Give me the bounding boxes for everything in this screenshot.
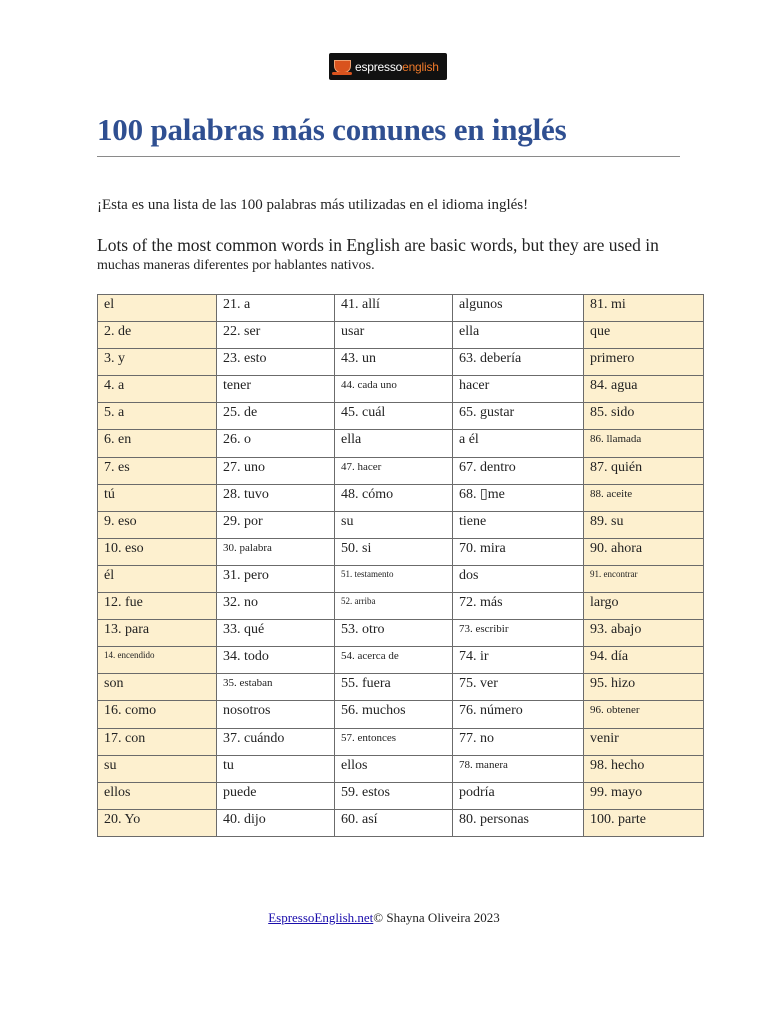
word-cell: 40. dijo: [217, 809, 335, 836]
word-cell: 34. todo: [217, 647, 335, 674]
word-cell: 48. cómo: [335, 484, 453, 511]
word-cell: usar: [335, 322, 453, 349]
word-cell: 63. debería: [453, 349, 584, 376]
word-cell: su: [98, 755, 217, 782]
word-cell: 9. eso: [98, 511, 217, 538]
word-cell: 91. encontrar: [584, 565, 704, 592]
footer: [0, 910, 768, 926]
word-table-body: [98, 295, 704, 837]
word-cell: hacer: [453, 376, 584, 403]
word-cell: 31. pero: [217, 565, 335, 592]
word-cell: 17. con: [98, 728, 217, 755]
word-cell: 85. sido: [584, 403, 704, 430]
word-cell: 65. gustar: [453, 403, 584, 430]
table-row: [98, 430, 704, 457]
table-row: [98, 809, 704, 836]
word-table: [97, 294, 704, 837]
word-cell: largo: [584, 593, 704, 620]
word-cell: 67. dentro: [453, 457, 584, 484]
espressoenglish-link[interactable]: EspressoEnglish.net: [268, 910, 374, 925]
table-row: [98, 728, 704, 755]
table-row: [98, 376, 704, 403]
word-cell: algunos: [453, 295, 584, 322]
word-cell: 57. entonces: [335, 728, 453, 755]
table-row: [98, 565, 704, 592]
word-cell: 10. eso: [98, 538, 217, 565]
table-row: [98, 782, 704, 809]
title-divider: [97, 156, 680, 157]
table-row: [98, 322, 704, 349]
word-cell: 93. abajo: [584, 620, 704, 647]
word-cell: 7. es: [98, 457, 217, 484]
word-cell: ellos: [335, 755, 453, 782]
word-cell: 27. uno: [217, 457, 335, 484]
word-cell: podría: [453, 782, 584, 809]
table-row: [98, 349, 704, 376]
word-cell: 98. hecho: [584, 755, 704, 782]
word-cell: 99. mayo: [584, 782, 704, 809]
word-cell: 29. por: [217, 511, 335, 538]
word-cell: 89. su: [584, 511, 704, 538]
word-cell: 45. cuál: [335, 403, 453, 430]
word-cell: tu: [217, 755, 335, 782]
word-cell: 52. arriba: [335, 593, 453, 620]
word-cell: 51. testamento: [335, 565, 453, 592]
word-cell: 68. ▯me: [453, 484, 584, 511]
word-cell: 95. hizo: [584, 674, 704, 701]
word-cell: 56. muchos: [335, 701, 453, 728]
table-row: [98, 755, 704, 782]
word-cell: 6. en: [98, 430, 217, 457]
word-cell: 28. tuvo: [217, 484, 335, 511]
word-cell: primero: [584, 349, 704, 376]
word-cell: 33. qué: [217, 620, 335, 647]
word-cell: 32. no: [217, 593, 335, 620]
word-cell: su: [335, 511, 453, 538]
word-cell: 77. no: [453, 728, 584, 755]
word-cell: son: [98, 674, 217, 701]
word-cell: 12. fue: [98, 593, 217, 620]
coffee-cup-icon: [329, 53, 355, 80]
table-row: [98, 295, 704, 322]
word-cell: 60. así: [335, 809, 453, 836]
word-cell: tiene: [453, 511, 584, 538]
word-cell: venir: [584, 728, 704, 755]
word-cell: 74. ir: [453, 647, 584, 674]
word-cell: 41. allí: [335, 295, 453, 322]
table-row: [98, 457, 704, 484]
word-cell: 72. más: [453, 593, 584, 620]
word-cell: 59. estos: [335, 782, 453, 809]
word-cell: 80. personas: [453, 809, 584, 836]
word-cell: ellos: [98, 782, 217, 809]
word-cell: 86. llamada: [584, 430, 704, 457]
word-cell: 13. para: [98, 620, 217, 647]
word-cell: 4. a: [98, 376, 217, 403]
word-cell: 14. encendido: [98, 647, 217, 674]
word-cell: dos: [453, 565, 584, 592]
note-text-line2: muchas maneras diferentes por hablantes nativos.: [97, 258, 375, 273]
word-cell: 81. mi: [584, 295, 704, 322]
word-cell: 30. palabra: [217, 538, 335, 565]
word-cell: que: [584, 322, 704, 349]
page-title: 100 palabras más comunes en inglés: [97, 112, 567, 147]
word-cell: 90. ahora: [584, 538, 704, 565]
logo-text: espressoenglish: [355, 59, 439, 74]
copyright-text: © Shayna Oliveira 2023: [373, 910, 500, 925]
word-cell: 25. de: [217, 403, 335, 430]
word-cell: 54. acerca de: [335, 647, 453, 674]
word-cell: el: [98, 295, 217, 322]
note-text-line1: Lots of the most common words in English are basic words, but they are used in: [97, 235, 659, 255]
espresso-english-logo: [329, 53, 447, 80]
word-cell: 70. mira: [453, 538, 584, 565]
word-cell: 75. ver: [453, 674, 584, 701]
word-cell: 3. y: [98, 349, 217, 376]
word-cell: 55. fuera: [335, 674, 453, 701]
word-cell: 23. esto: [217, 349, 335, 376]
word-cell: 78. manera: [453, 755, 584, 782]
word-cell: 2. de: [98, 322, 217, 349]
word-cell: 96. obtener: [584, 701, 704, 728]
word-cell: nosotros: [217, 701, 335, 728]
word-cell: 87. quién: [584, 457, 704, 484]
table-row: [98, 620, 704, 647]
word-cell: a él: [453, 430, 584, 457]
table-row: [98, 484, 704, 511]
table-row: [98, 701, 704, 728]
table-row: [98, 403, 704, 430]
word-cell: ella: [453, 322, 584, 349]
word-cell: él: [98, 565, 217, 592]
intro-text: ¡Esta es una lista de las 100 palabras más utilizadas en el idioma inglés!: [97, 197, 529, 213]
word-cell: 76. número: [453, 701, 584, 728]
word-cell: 53. otro: [335, 620, 453, 647]
word-cell: tener: [217, 376, 335, 403]
table-row: [98, 538, 704, 565]
table-row: [98, 674, 704, 701]
word-cell: 16. como: [98, 701, 217, 728]
word-cell: 21. a: [217, 295, 335, 322]
word-cell: 22. ser: [217, 322, 335, 349]
word-cell: 37. cuándo: [217, 728, 335, 755]
word-cell: 5. a: [98, 403, 217, 430]
word-cell: 44. cada uno: [335, 376, 453, 403]
word-cell: 50. si: [335, 538, 453, 565]
word-cell: 26. o: [217, 430, 335, 457]
word-cell: 88. aceite: [584, 484, 704, 511]
table-row: [98, 647, 704, 674]
word-cell: 73. escribir: [453, 620, 584, 647]
word-cell: 35. estaban: [217, 674, 335, 701]
word-cell: ella: [335, 430, 453, 457]
table-row: [98, 511, 704, 538]
word-cell: 43. un: [335, 349, 453, 376]
word-cell: 100. parte: [584, 809, 704, 836]
table-row: [98, 593, 704, 620]
word-cell: 84. agua: [584, 376, 704, 403]
word-cell: puede: [217, 782, 335, 809]
word-cell: 94. día: [584, 647, 704, 674]
word-cell: tú: [98, 484, 217, 511]
word-cell: 20. Yo: [98, 809, 217, 836]
word-cell: 47. hacer: [335, 457, 453, 484]
